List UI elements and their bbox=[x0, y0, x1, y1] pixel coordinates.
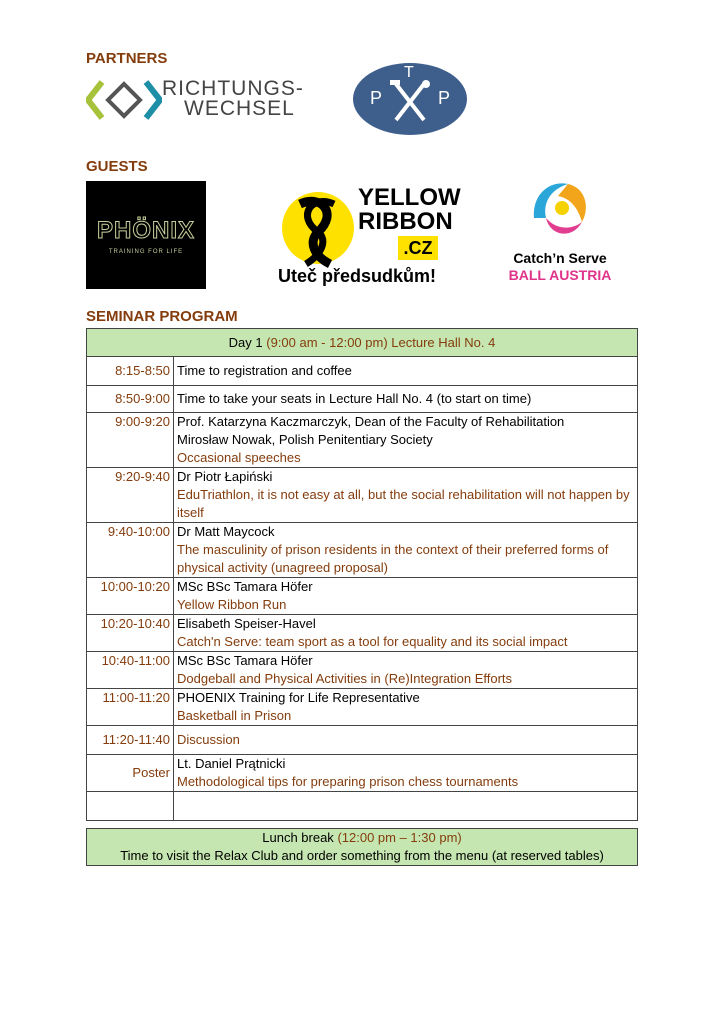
yellow-ribbon-logo bbox=[278, 184, 461, 290]
program-row bbox=[87, 792, 638, 821]
program-row bbox=[87, 689, 638, 726]
catch-serve-line2: BALL AUSTRIA bbox=[508, 267, 612, 283]
richtungswechsel-diamond-icon bbox=[86, 76, 162, 124]
program-speaker: Time to take your seats in Lecture Hall No. 4 (to start on time) bbox=[177, 391, 532, 406]
catch-serve-hands-icon bbox=[528, 178, 592, 242]
ptp-letter-t: T bbox=[404, 64, 414, 81]
program-description-cell bbox=[174, 792, 638, 821]
program-row bbox=[87, 652, 638, 689]
seminar-program-heading: SEMINAR PROGRAM bbox=[86, 308, 238, 325]
phoenix-logo bbox=[86, 181, 206, 289]
program-time-cell: 8:15-8:50 bbox=[87, 357, 174, 386]
program-description-cell bbox=[174, 413, 638, 468]
program-speaker: Time to registration and coffee bbox=[177, 363, 352, 378]
day-header-row bbox=[87, 329, 638, 357]
lunch-table bbox=[86, 828, 638, 866]
lunch-row bbox=[87, 829, 638, 866]
day-header-cell bbox=[87, 329, 638, 357]
yellow-ribbon-line2: RIBBON bbox=[358, 208, 453, 235]
program-topic: Methodological tips for preparing prison chess tournaments bbox=[177, 774, 519, 789]
program-speaker: PHOENIX Training for Life Representative bbox=[177, 690, 420, 705]
program-time-cell: 10:20-10:40 bbox=[87, 615, 174, 652]
yellow-ribbon-line3: .CZ bbox=[398, 236, 438, 260]
program-description-cell bbox=[174, 615, 638, 652]
ptp-letter-p-left: P bbox=[370, 88, 383, 108]
program-speaker: MSc BSc Tamara Höfer bbox=[177, 579, 313, 594]
yellow-ribbon-slogan: Uteč předsudkům! bbox=[278, 266, 437, 286]
program-speaker: Dr Piotr Łapiński bbox=[177, 469, 273, 484]
program-description-cell bbox=[174, 523, 638, 578]
lunch-time: (12:00 pm – 1:30 pm) bbox=[337, 830, 462, 845]
program-description-cell bbox=[174, 357, 638, 386]
richtungswechsel-line1: RICHTUNGS- bbox=[162, 77, 304, 100]
program-description-cell bbox=[174, 755, 638, 792]
program-time-cell: 9:40-10:00 bbox=[87, 523, 174, 578]
program-topic: Catch'n Serve: team sport as a tool for equality and its social impact bbox=[177, 634, 568, 649]
program-topic: Yellow Ribbon Run bbox=[177, 597, 287, 612]
ptp-letter-p-right: P bbox=[438, 88, 451, 108]
program-topic: The masculinity of prison residents in the context of their preferred forms of physical activity (unagreed proposal) bbox=[177, 542, 609, 575]
guests-heading: GUESTS bbox=[86, 158, 148, 175]
program-description-cell bbox=[174, 726, 638, 755]
program-description-cell bbox=[174, 468, 638, 523]
program-speaker: Lt. Daniel Prątnicki bbox=[177, 756, 286, 771]
program-time-cell: 11:00-11:20 bbox=[87, 689, 174, 726]
yellow-ribbon-line1: YELLOW bbox=[358, 184, 461, 211]
program-row bbox=[87, 357, 638, 386]
program-topic: Dodgeball and Physical Activities in (Re)Integration Efforts bbox=[177, 671, 513, 686]
program-topic: Basketball in Prison bbox=[177, 708, 292, 723]
lunch-note: Time to visit the Relax Club and order something from the menu (at reserved tables) bbox=[120, 848, 604, 863]
ptp-logo bbox=[352, 62, 468, 136]
richtungswechsel-logo bbox=[86, 76, 306, 124]
program-time-cell: 11:20-11:40 bbox=[87, 726, 174, 755]
program-time-cell: 9:00-9:20 bbox=[87, 413, 174, 468]
program-speaker: Mirosław Nowak, Polish Penitentiary Society bbox=[177, 432, 433, 447]
program-topic: Occasional speeches bbox=[177, 450, 301, 465]
program-time-cell: 8:50-9:00 bbox=[87, 386, 174, 413]
program-row bbox=[87, 578, 638, 615]
catch-serve-logo bbox=[492, 178, 628, 286]
day-info: (9:00 am - 12:00 pm) Lecture Hall No. 4 bbox=[266, 334, 496, 350]
program-description-cell bbox=[174, 652, 638, 689]
program-speaker: MSc BSc Tamara Höfer bbox=[177, 653, 313, 668]
program-row bbox=[87, 615, 638, 652]
catch-serve-line1: Catch’n Serve bbox=[513, 250, 607, 266]
day-label: Day 1 bbox=[228, 334, 263, 350]
program-row bbox=[87, 726, 638, 755]
program-description-cell bbox=[174, 689, 638, 726]
program-row bbox=[87, 468, 638, 523]
program-description-cell bbox=[174, 386, 638, 413]
program-topic: Discussion bbox=[177, 732, 240, 747]
program-table bbox=[86, 328, 638, 821]
program-speaker: Dr Matt Maycock bbox=[177, 524, 275, 539]
richtungswechsel-line2: WECHSEL bbox=[184, 97, 295, 120]
program-row bbox=[87, 386, 638, 413]
phoenix-name: PHÖNIX bbox=[96, 217, 195, 244]
program-speaker: Elisabeth Speiser-Havel bbox=[177, 616, 316, 631]
phoenix-tagline: TRAINING FOR LIFE bbox=[108, 249, 184, 255]
program-time-cell: 9:20-9:40 bbox=[87, 468, 174, 523]
lunch-label: Lunch break bbox=[262, 830, 334, 845]
yellow-ribbon-icon bbox=[278, 190, 358, 270]
lunch-title-line bbox=[87, 829, 637, 847]
program-time-cell: 10:40-11:00 bbox=[87, 652, 174, 689]
program-row bbox=[87, 413, 638, 468]
lunch-cell bbox=[87, 829, 638, 866]
program-time-cell: 10:00-10:20 bbox=[87, 578, 174, 615]
program-speaker: Prof. Katarzyna Kaczmarczyk, Dean of the Faculty of Rehabilitation bbox=[177, 414, 565, 429]
program-row bbox=[87, 755, 638, 792]
program-description-cell bbox=[174, 578, 638, 615]
program-time-cell bbox=[87, 792, 174, 821]
program-time-cell: Poster bbox=[87, 755, 174, 792]
program-topic: EduTriathlon, it is not easy at all, but the social rehabilitation will not happen by itself bbox=[177, 487, 630, 520]
program-row bbox=[87, 523, 638, 578]
partners-heading: PARTNERS bbox=[86, 50, 168, 67]
